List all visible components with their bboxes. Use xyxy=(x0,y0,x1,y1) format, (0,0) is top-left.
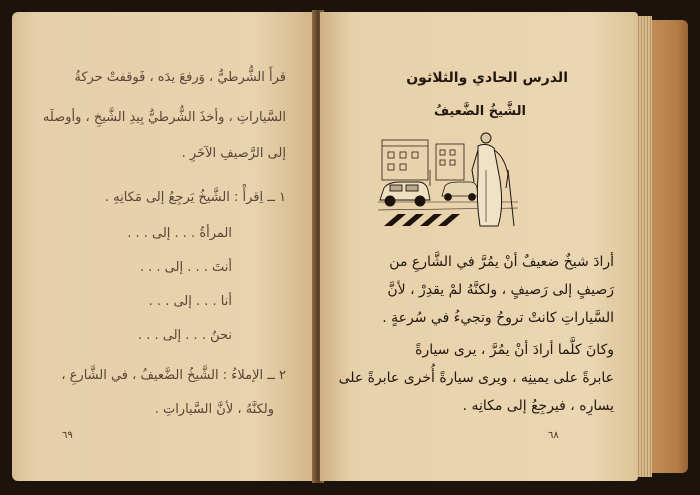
right-page xyxy=(320,12,638,481)
right-page-number: ٦٨ xyxy=(548,430,559,441)
exercise2-header xyxy=(61,368,286,383)
story-title: الشَّيخُ الضَّعيفُ xyxy=(433,104,526,119)
page-edges xyxy=(636,16,652,477)
paragraph2-line-1: وكانَ كلَّما أرادَ أنْ يمُرَّ ، يرى سيارةً xyxy=(415,342,614,358)
book-back-cover xyxy=(648,20,688,473)
crosswalk xyxy=(384,214,460,226)
paragraph2-line-3: يسارِه ، فيرجِعُ إلى مكانِه . xyxy=(462,398,614,414)
buildings xyxy=(382,140,464,186)
paragraph1-line-1: أرادَ شيخٌ ضعيفٌ أنْ يمُرَّ في الشَّارعِ من xyxy=(389,254,614,270)
exercise1-example: الشَّيخُ يَرجِعُ إلى مَكانِهِ . xyxy=(104,190,230,205)
left-page xyxy=(12,12,316,481)
old-man-crossing-street-illustration xyxy=(378,130,518,236)
left-text-line-1: قرأَ الشُّرطيُّ ، وَرفعَ يدَه ، فَوقفتْ حركةُ xyxy=(74,70,286,85)
car-right xyxy=(442,182,478,201)
left-text-line-2: السَّياراتِ ، وأخذَ الشُّرطيُّ بِيدِ الشَّيخِ ، وأوصلَه xyxy=(42,110,286,125)
paragraph1-line-2: رَصيفٍ إلى رَصيفٍ ، ولكنَّهُ لمْ يقدِرْ ، لأنَّ xyxy=(387,282,614,298)
paragraph2-line-2: عابرةً على يمينِه ، ويرى سيارةً أُخرى عابرةً على xyxy=(338,370,614,386)
old-man-figure xyxy=(472,133,514,226)
exercise1-instruction: اِقرأْ : xyxy=(234,190,264,205)
paragraph1-line-3: السَّياراتِ كانتْ تروحُ وتجيءُ في سُرعةٍ . xyxy=(382,310,614,326)
left-page-number: ٦٩ xyxy=(62,430,73,441)
exercise1-number: ١ ــ xyxy=(267,190,286,205)
exercise1-item-3: أنا . . . إلى . . . xyxy=(148,294,232,309)
exercise2-line-2: ولكنَّهُ ، لأنَّ السَّياراتِ . xyxy=(154,402,274,417)
exercise1-header xyxy=(105,190,286,205)
lesson-title: الدرس الحادي والثلاثون xyxy=(406,70,568,86)
exercise2-number: ٢ ــ xyxy=(267,368,286,383)
exercise1-item-2: أنتَ . . . إلى . . . xyxy=(139,260,232,275)
exercise1-item-4: نحنُ . . . إلى . . . xyxy=(137,328,232,343)
car-left xyxy=(380,182,430,206)
exercise2-line-1: الشَّيخُ الضَّعيفُ ، في الشَّارعِ ، xyxy=(61,368,219,383)
exercise1-item-1: المرأةُ . . . إلى . . . xyxy=(127,226,232,241)
left-text-line-3: إلى الرَّصيفِ الآخَرِ . xyxy=(181,146,286,161)
exercise2-instruction: الإملاءُ : xyxy=(222,368,264,383)
